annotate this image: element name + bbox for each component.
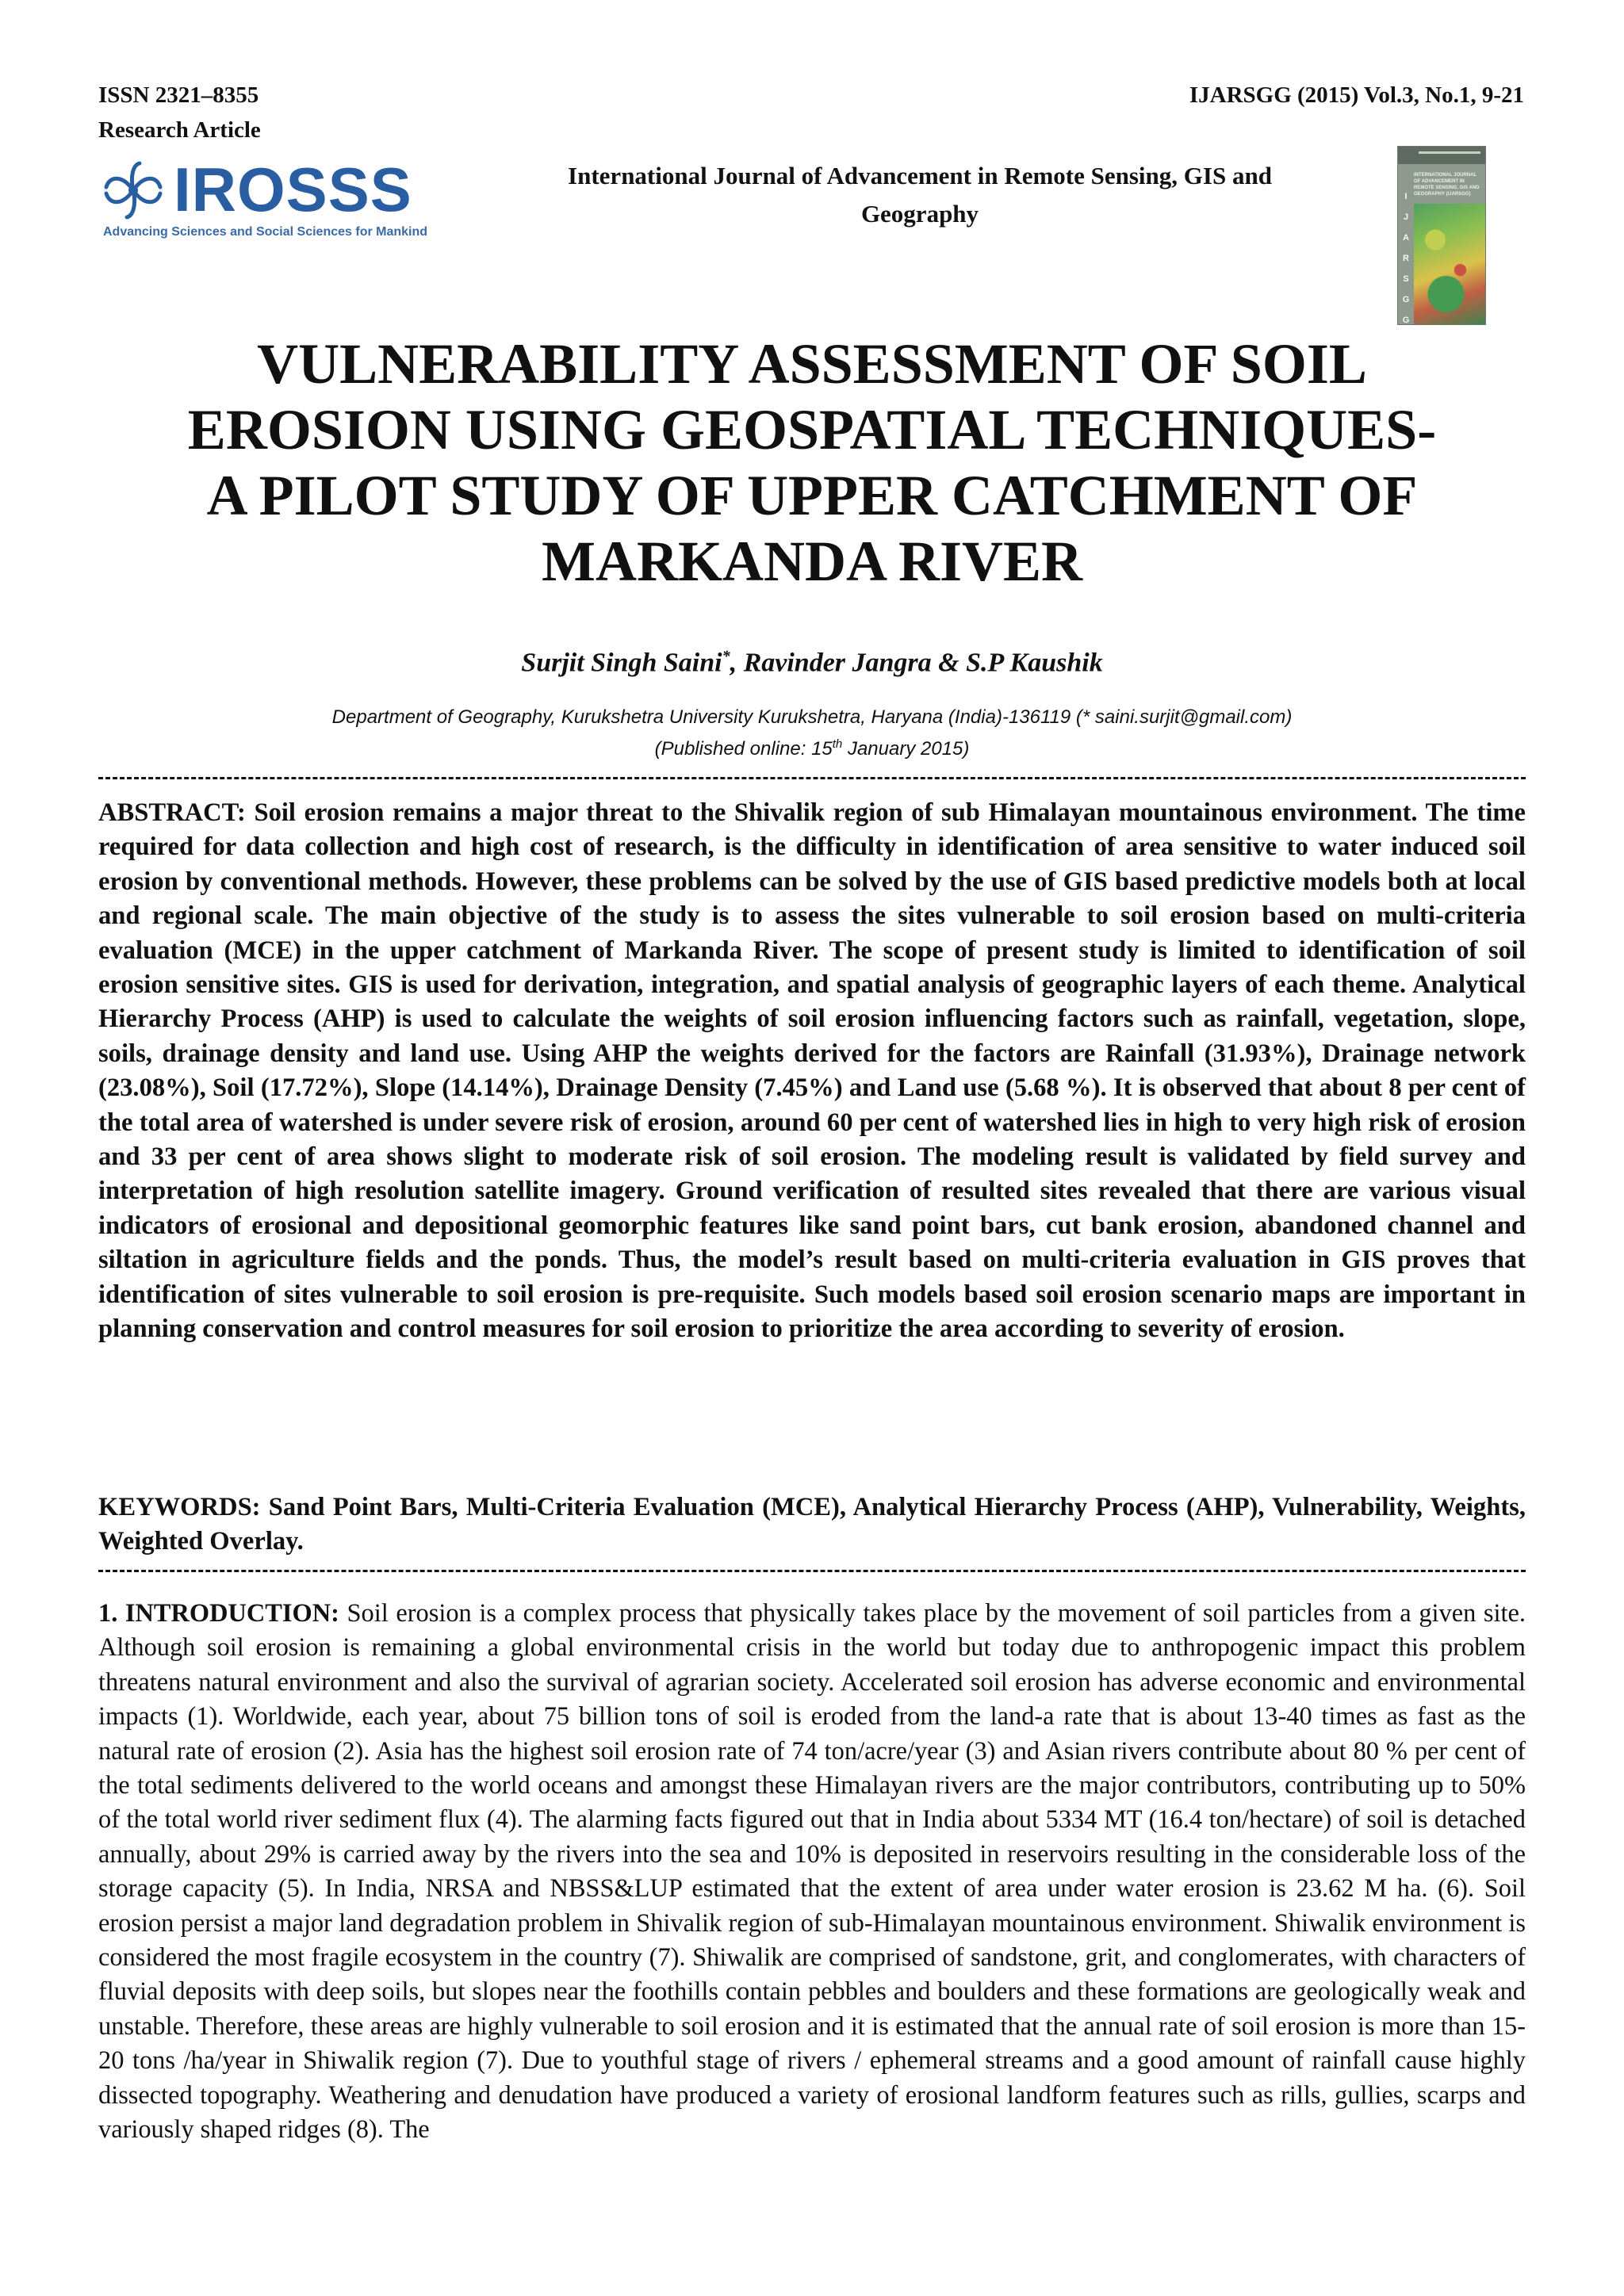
journal-name-line-1: International Journal of Advancement in Remote Sensing, GIS and bbox=[568, 162, 1272, 189]
affiliation: Department of Geography, Kurukshetra University Kurukshetra, Haryana (India)-136119 (* saini.surjit@gmail.com) bbox=[331, 706, 1293, 728]
title-line: VULNERABILITY ASSESSMENT OF SOIL bbox=[257, 332, 1367, 396]
co-authors: , Ravinder Jangra & S.P Kaushik bbox=[730, 648, 1103, 678]
author-list bbox=[98, 639, 1526, 680]
abstract: ABSTRACT: Soil erosion remains a major threat to the Shivalik region of sub Himalayan mountainous environment. The time required for data collection and high cost of research, is the difficulty in identification of area sensitive to water induced soil erosion by conventional methods. However, these problems can be solved by the use of GIS based predictive models both at local and regional scale. The main objective of the study is to assess the sites vulnerable to soil erosion based on multi-criteria evaluation (MCE) in the upper catchment of Markanda River. The scope of present study is limited to identification of soil erosion sensitive sites. GIS is used for derivation, integration, and spatial analysis of geographic layers of each theme. Analytical Hierarchy Process (AHP) is used to calculate the weights of soil erosion influencing factors such as rainfall, vegetation, slope, soils, drainage density and land use. Using AHP the weights derived for the factors are Rainfall (31.93%), Drainage network (23.08%), Soil (17.72%), Slope (14.14%), Drainage Density (7.45%) and Land use (5.68 %). It is observed that about 8 per cent of the total area of watershed is under severe risk of erosion, around 60 per cent of watershed lies in high to very high risk of erosion and 33 per cent of area shows slight to moderate risk of soil erosion. The modeling result is validated by field survey and interpretation of high resolution satellite imagery. Ground verification of resulted sites revealed that there are various visual indicators of erosional and depositional geomorphic features like sand point bars, cut bank erosion, abandoned channel and siltation in agriculture fields and the ponds. Thus, the model’s result based on multi-criteria evaluation in GIS proves that identification of sites vulnerable to soil erosion is pre-requisite. Such models based soil erosion scenario maps are important in planning conservation and control measures for soil erosion to prioritize the area according to severity of erosion. bbox=[98, 798, 1526, 1344]
cover-letters: I J A R S G G bbox=[1402, 192, 1410, 325]
corresponding-author-mark: * bbox=[722, 648, 730, 665]
header-left bbox=[98, 78, 261, 147]
introduction-body: Soil erosion is a complex process that physically takes place by the movement of soil particles from a given site. Although soil erosion is remaining a global environmental crisis in the world but today due to anthropogenic impact this problem threatens natural environment and also the survival of agrarian society. Accelerated soil erosion has adverse economic and environmental impacts (1). Worldwide, each year, about 75 billion tons of soil is eroded from the land-a rate that is about 13-40 times as fast as the natural rate of erosion (2). Asia has the highest soil erosion rate of 74 ton/acre/year (3) and Asian rivers contribute about 80 % per cent of the total sediments delivered to the world oceans and amongst these Himalayan rivers are the major contributors, contributing up to 50% of the total world river sediment flux (4). The alarming facts figured out that in India about 5334 MT (16.4 ton/hectare) of soil is detached annually, about 29% is carried away by the rivers into the sea and 10% is deposited in reservoirs resulting in the considerable loss of the storage capacity (5). In India, NRSA and NBSS&LUP estimated that the extent of area under water erosion is 23.62 M ha. (6). Soil erosion persist a major land degradation problem in Shivalik region of sub-Himalayan mountainous environment. Shiwalik environment is considered the most fragile ecosystem in the country (7). Shiwalik are comprised of sandstone, grit, and conglomerates, with characters of fluvial deposits with deep soils, but slopes near the foothills contain pebbles and boulders and these formations are geologically weak and unstable. Therefore, these areas are highly vulnerable to soil erosion and it is estimated that the annual rate of soil erosion is more than 15-20 tons /ha/year in Shiwalik region (7). Due to youthful stage of rivers / ephemeral streams and a good amount of rainfall cause highly dissected topography. Weathering and denudation have produced a variety of erosional landform features such as rills, gullies, scarps and variously shaped ridges (8). The bbox=[98, 1599, 1526, 2145]
publisher-emblem-icon bbox=[98, 159, 168, 222]
cover-top-band bbox=[1398, 147, 1485, 164]
issn: ISSN 2321–8355 bbox=[98, 82, 259, 108]
paper-title bbox=[98, 331, 1526, 595]
journal-name bbox=[508, 157, 1332, 233]
journal-name-line-2: Geography bbox=[860, 200, 979, 228]
title-line: EROSION USING GEOSPATIAL TECHNIQUES- bbox=[187, 398, 1437, 461]
journal-citation: IJARSGG (2015) Vol.3, No.1, 9-21 bbox=[1189, 82, 1524, 108]
cover-title: INTERNATIONAL JOURNAL OF ADVANCEMENT IN REMOTE SENSING, GIS AND GEOGRAPHY (IJARSGG) bbox=[1414, 173, 1480, 197]
article-type: Research Article bbox=[98, 117, 261, 143]
journal-cover-thumbnail bbox=[1397, 146, 1486, 325]
cover-map-image bbox=[1414, 204, 1485, 324]
publisher-logo-text: IROSSS bbox=[174, 155, 412, 224]
separator-line bbox=[98, 1570, 1526, 1572]
affiliation-block bbox=[98, 704, 1526, 763]
title-line: MARKANDA RIVER bbox=[542, 530, 1082, 593]
introduction-heading: 1. INTRODUCTION: bbox=[98, 1599, 339, 1628]
keywords: KEYWORDS: Sand Point Bars, Multi-Criteria Evaluation (MCE), Analytical Hierarchy Process (AHP), Vulnerability, Weights, Weighted Overlay. bbox=[98, 1493, 1526, 1556]
publisher-tagline: Advancing Sciences and Social Sciences for Mankind bbox=[103, 225, 428, 239]
separator-line bbox=[98, 777, 1526, 779]
author-name: Surjit Singh Saini bbox=[521, 648, 722, 678]
introduction-paragraph bbox=[98, 1597, 1526, 2148]
published-date: (Published online: 15th January 2015) bbox=[654, 737, 970, 760]
title-line: A PILOT STUDY OF UPPER CATCHMENT OF bbox=[206, 464, 1418, 527]
publisher-logo bbox=[98, 157, 431, 246]
